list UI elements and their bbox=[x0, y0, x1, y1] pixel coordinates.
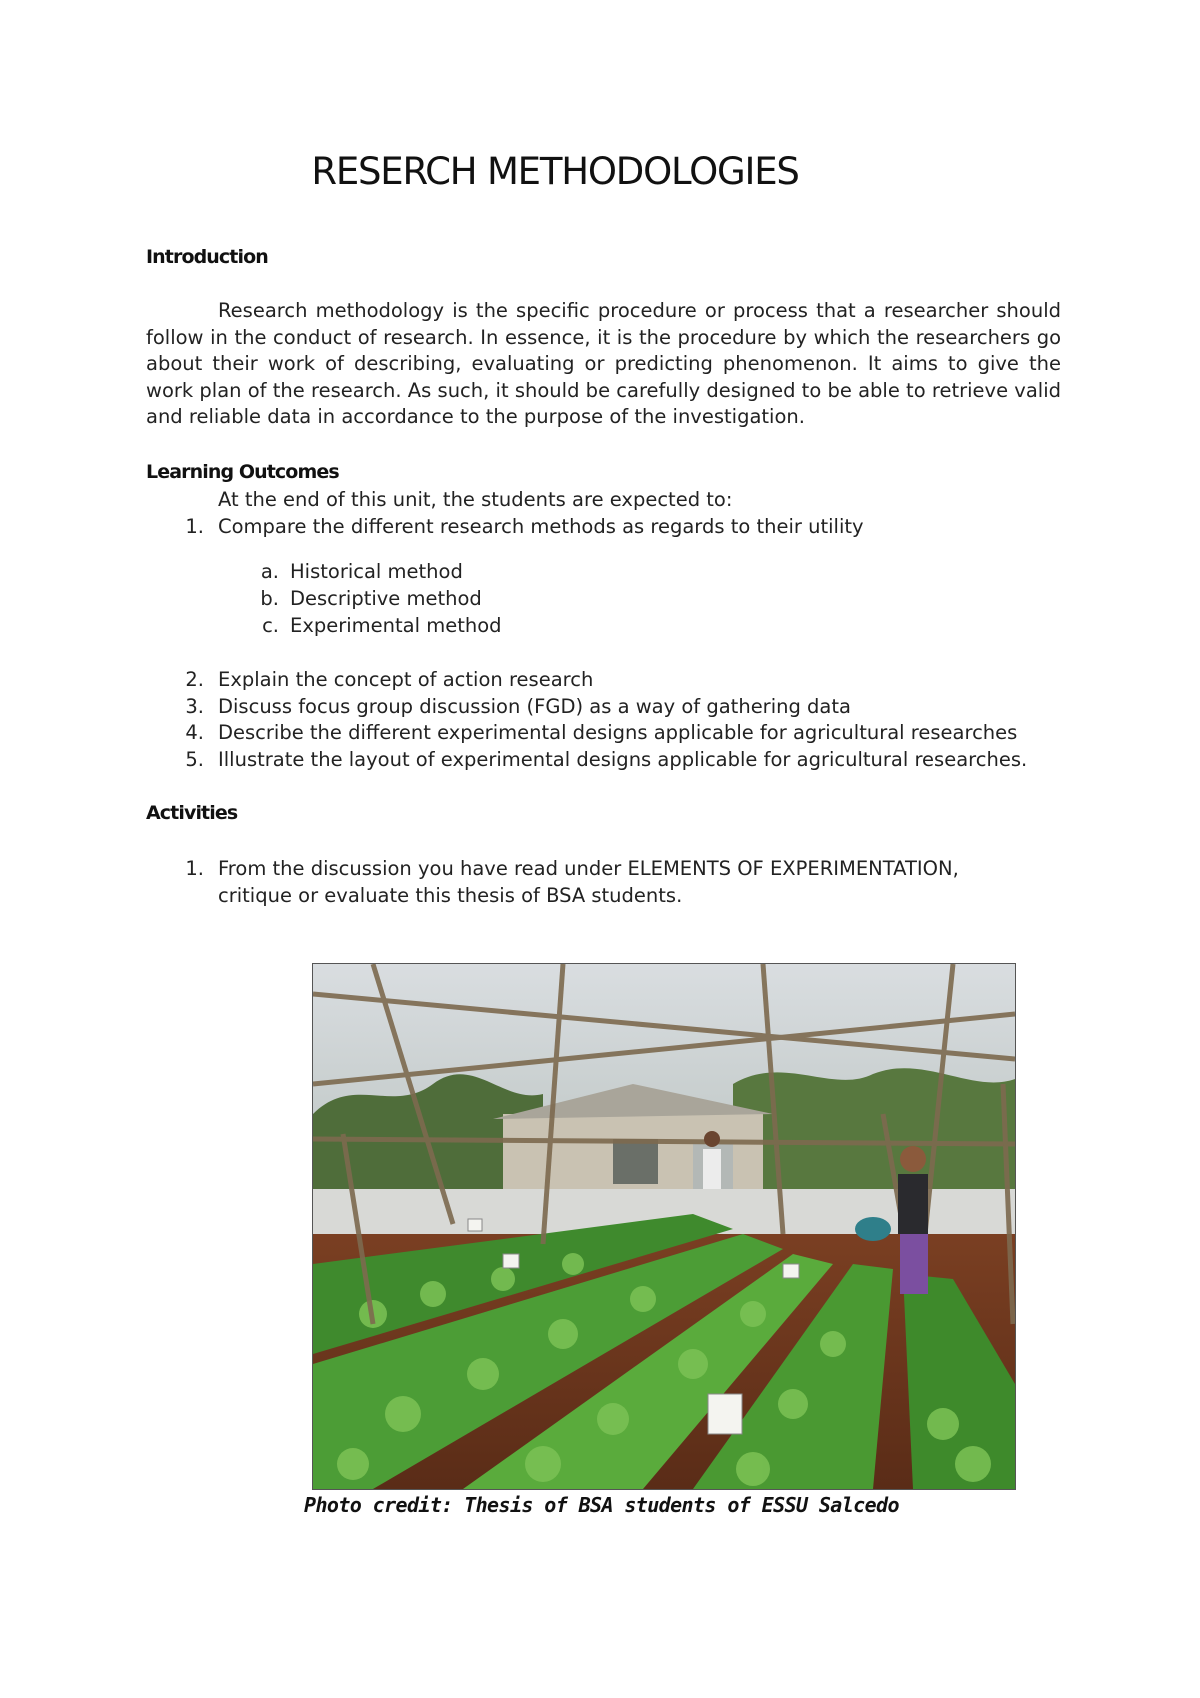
greenhouse-photo bbox=[312, 963, 1016, 1490]
learning-outcomes-heading: Learning Outcomes bbox=[146, 461, 339, 483]
outcome-text: Describe the different experimental designs applicable for agricultural researches bbox=[218, 721, 1018, 744]
introduction-heading: Introduction bbox=[146, 246, 268, 268]
activity-text-line-2: critique or evaluate this thesis of BSA students. bbox=[218, 884, 683, 907]
outcome-text: Illustrate the layout of experimental designs applicable for agricultural researches. bbox=[218, 748, 1028, 771]
outcome-text: Compare the different research methods as regards to their utility bbox=[218, 515, 864, 538]
introduction-paragraph: Research methodology is the specific procedure or process that a researcher should follow in the conduct of research. In essence, it is the procedure by which the researchers go about their work of describing, evaluating or predicting phenomenon. It aims to give the work plan of the research. As such, it should be carefully designed to be able to retrieve valid and reliable data in accordance to the purpose of the investigation. bbox=[146, 299, 1061, 428]
outcome-number: 2. bbox=[185, 668, 204, 691]
subitem-text: Experimental method bbox=[290, 614, 502, 637]
outcome-number: 5. bbox=[185, 748, 204, 771]
learning-outcomes-lead: At the end of this unit, the students are expected to: bbox=[218, 488, 733, 511]
outcome-text: Explain the concept of action research bbox=[218, 668, 594, 691]
outcome-number: 3. bbox=[185, 695, 204, 718]
subitem-text: Descriptive method bbox=[290, 587, 482, 610]
outcome-number: 1. bbox=[185, 515, 204, 538]
subitem-text: Historical method bbox=[290, 560, 463, 583]
activity-text-line-1: From the discussion you have read under ELEMENTS OF EXPERIMENTATION, bbox=[218, 857, 959, 880]
document-title: RESERCH METHODOLOGIES bbox=[311, 150, 799, 193]
activity-number: 1. bbox=[185, 857, 204, 880]
subitem-letter: c. bbox=[262, 614, 279, 637]
outcome-number: 4. bbox=[185, 721, 204, 744]
subitem-letter: b. bbox=[260, 587, 279, 610]
photo-caption: Photo credit: Thesis of BSA students of ESSU Salcedo bbox=[304, 1493, 899, 1517]
outcome-text: Discuss focus group discussion (FGD) as a way of gathering data bbox=[218, 695, 851, 718]
subitem-letter: a. bbox=[260, 560, 279, 583]
activities-heading: Activities bbox=[146, 802, 238, 824]
